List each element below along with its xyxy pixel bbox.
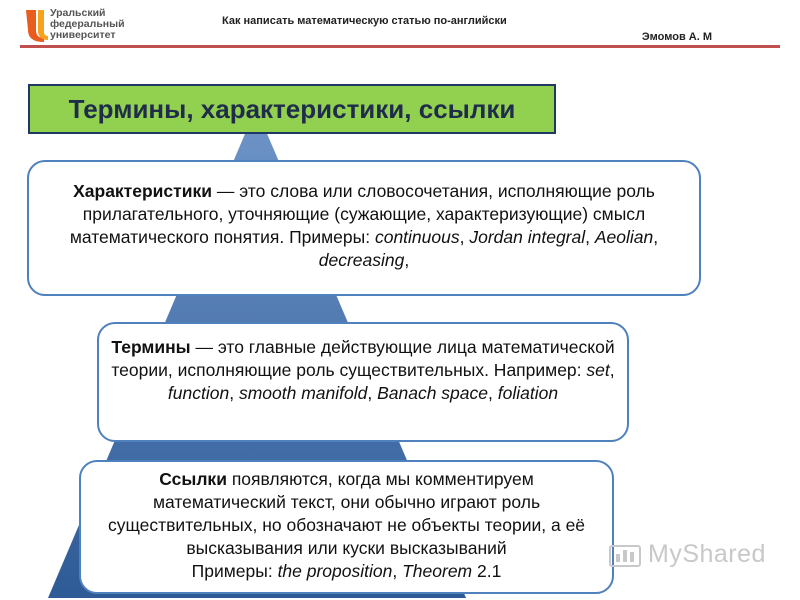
watermark-text: MyShared bbox=[648, 540, 766, 568]
author-name: Эмомов А. М bbox=[641, 31, 712, 43]
logo-line-2: федеральный bbox=[50, 18, 125, 30]
slide-title-box bbox=[28, 84, 556, 134]
terms-text: — это главные действующие лица математической теории, исполняющие роль существительных. Например: bbox=[111, 337, 615, 380]
terms-card: Термины — это главные действующие лица математической теории, исполняющие роль существительных. Например: set, function, smooth manifold, Banach space, foliation bbox=[97, 322, 629, 442]
logo-line-1: Уральский bbox=[50, 7, 106, 19]
characteristics-term: Характеристики bbox=[73, 181, 213, 201]
example-function: function bbox=[167, 383, 230, 403]
presentation-title: Как написать математическую статью по-английски bbox=[222, 15, 507, 27]
example-decreasing: decreasing bbox=[318, 250, 405, 270]
characteristics-card: Характеристики — это слова или словосочетания, исполняющие роль прилагательного, уточняющие (сужающие, характеризующие) смысл математического понятия. Примеры: continuous, Jordan integral, Aeolian, decreasing, bbox=[27, 160, 701, 296]
references-term: Ссылки bbox=[159, 469, 227, 489]
logo-line-3: университет bbox=[50, 29, 116, 41]
terms-term: Термины bbox=[111, 337, 191, 357]
example-theorem: Theorem bbox=[402, 561, 473, 581]
example-smooth-manifold: smooth manifold bbox=[238, 383, 368, 403]
example-the-proposition: the proposition bbox=[277, 561, 393, 581]
characteristics-text: — это слова или словосочетания, исполняющие роль прилагательного, уточняющие (сужающие, характеризующие) смысл математического понятия. Примеры: bbox=[69, 181, 655, 247]
example-aeolian: Aeolian bbox=[594, 227, 654, 247]
example-set: set bbox=[586, 360, 610, 380]
references-examples-label: Примеры: bbox=[191, 561, 273, 581]
example-theorem-number: 2.1 bbox=[477, 561, 502, 581]
example-continuous: continuous bbox=[374, 227, 460, 247]
slide-title: Термины, характеристики, ссылки bbox=[68, 93, 516, 124]
references-card: Ссылки появляются, когда мы комментируем математический текст, они обычно играют роль существительных, но обозначают не объекты теории, а её высказывания или куски высказываний Примеры: the proposition, Theorem 2.1 bbox=[79, 460, 614, 594]
references-text: появляются, когда мы комментируем математический текст, они обычно играют роль существительных, но обозначают не объекты теории, а её высказывания или куски высказываний bbox=[107, 469, 586, 558]
example-banach-space: Banach space bbox=[377, 383, 489, 403]
example-jordan-integral: Jordan integral bbox=[469, 227, 586, 247]
example-foliation: foliation bbox=[497, 383, 559, 403]
